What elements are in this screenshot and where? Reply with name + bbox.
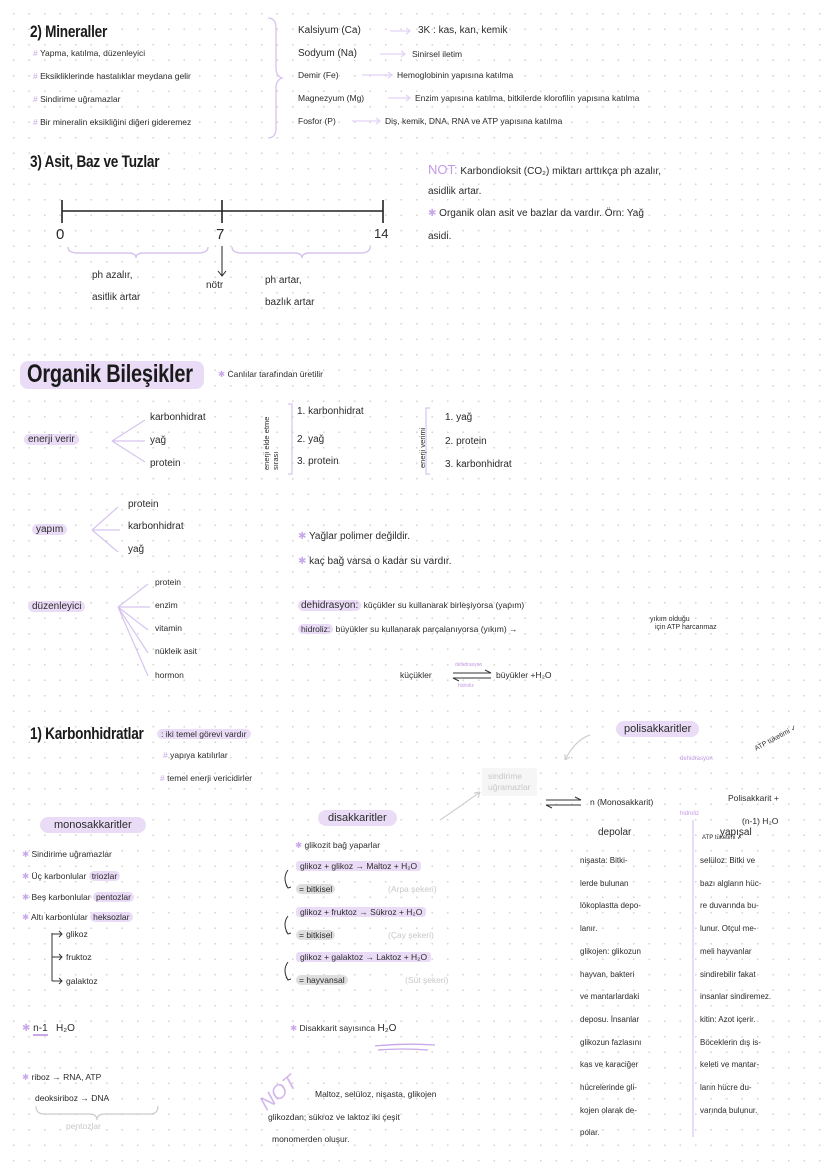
- ph-right-label: [265, 270, 314, 314]
- bullet-text: Altı karbonlular: [31, 912, 88, 922]
- carbs-intro: : iki temel görevi vardır: [157, 729, 251, 739]
- bullet-highlight: heksozlar: [90, 912, 132, 922]
- energy-item: karbonhidrat: [150, 412, 206, 423]
- mineral-name: Demir (Fe): [298, 70, 339, 80]
- ph-min: 0: [56, 226, 65, 243]
- mineral-bullet: # Sindirime uğramazlar: [33, 94, 121, 104]
- acid-note-cont: asidlik artar.: [428, 186, 482, 197]
- di-title: disakkaritler: [318, 810, 397, 826]
- mineral-name: Magnezyum (Mg): [298, 93, 365, 103]
- term: hidroliz:: [298, 624, 333, 634]
- column-line: polar.: [580, 1128, 600, 1138]
- mineral-name: Fosfor (P): [298, 116, 336, 126]
- column-line: varında bulunur.: [700, 1105, 758, 1115]
- mono-bullet: ✱ Sindirime uğramazlar: [22, 849, 112, 859]
- mineral-desc: Hemoglobinin yapısına katılma: [397, 70, 514, 80]
- yield-item: 3. karbonhidrat: [445, 459, 512, 470]
- column-line: kitin: Azot içerir.: [700, 1014, 756, 1024]
- bullet-text: Eksikliklerinde hastalıklar meydana gelir: [40, 71, 191, 81]
- structural-title: yapısal: [720, 827, 752, 838]
- poly-eq-left: n (Monosakkarit): [590, 797, 654, 807]
- di-source: = hayvansal: [296, 975, 348, 985]
- build-label: yapım: [32, 524, 67, 535]
- order-item: 2. yağ: [297, 434, 325, 445]
- energy-order-label: enerji elde etme sırası: [262, 416, 280, 470]
- di-equation: glikoz + galaktoz → Laktoz + H₂O: [296, 952, 431, 962]
- subtitle-text: Canlılar tarafından üretilir: [227, 369, 323, 379]
- acid-star-note: ✱ Organik olan asit ve bazlar da vardır. Örn: Yağ: [428, 208, 644, 219]
- bullet-text: Sindirime uğramazlar: [40, 94, 121, 104]
- carb-role: # yapıya katılırlar: [163, 750, 228, 760]
- bullet-text: Üç karbonlular: [31, 871, 87, 881]
- mono-bullet: ✱ Üç karbonlular triozlar: [22, 871, 120, 882]
- column-line: selüloz: Bitki ve: [700, 856, 756, 865]
- note-text: Yağlar polimer değildir.: [309, 531, 410, 542]
- note-line: sindirime: [488, 771, 523, 781]
- hydrolysis-note: [650, 616, 717, 632]
- column-line: lanır.: [580, 924, 598, 934]
- mineral-name: Kalsiyum (Ca): [298, 25, 361, 36]
- underline-mark: [375, 1044, 435, 1050]
- column-line: lerde bulunan: [580, 878, 629, 888]
- label-line: bazlık artar: [265, 297, 315, 308]
- note-line: yıkım olduğu: [650, 616, 690, 623]
- storage-title: depolar: [598, 827, 632, 838]
- bullet-highlight: triozlar: [89, 871, 121, 881]
- mineral-desc: Sinirsel iletim: [412, 49, 463, 59]
- di-water-note: ✱ Disakkarit sayısınca H₂O: [290, 1023, 397, 1034]
- energy-item: yağ: [150, 435, 167, 446]
- not-tag: NOT: [255, 1071, 303, 1116]
- hexose-item: glikoz: [66, 929, 88, 939]
- order-item: 1. karbonhidrat: [297, 406, 364, 417]
- eq-left: küçükler: [400, 670, 432, 680]
- carb-role: # temel enerji vericidirler: [160, 773, 253, 783]
- column-line: keleti ve mantar-: [700, 1060, 760, 1070]
- bullet-highlight: pentozlar: [93, 892, 134, 902]
- eq-right: büyükler +H₂O: [496, 670, 552, 680]
- eq-top: dehidrasyon: [455, 662, 483, 668]
- build-item: protein: [128, 499, 159, 510]
- indigestible-note: [482, 768, 537, 796]
- note-line: için ATP harcanmaz: [655, 624, 717, 631]
- label-line: asitlik artar: [92, 292, 141, 303]
- poly-hydro: hidroliz: [680, 811, 700, 817]
- energy-item: protein: [150, 458, 181, 469]
- minerals-title: 2) Mineraller: [30, 22, 107, 41]
- hexose-item: fruktoz: [66, 952, 92, 962]
- note-c: H₂O: [377, 1023, 397, 1034]
- arrow-from-di: [440, 792, 480, 820]
- poly-title: polisakkaritler: [616, 721, 699, 737]
- mono-bullet: ✱ Beş karbonlular pentozlar: [22, 892, 134, 903]
- column-line: Böceklerin dış is-: [700, 1037, 761, 1047]
- mono-water: ✱ n-1 H₂O: [22, 1023, 75, 1034]
- definition: büyükler su kullanarak parçalanıyorsa (yıkım) →: [335, 624, 518, 634]
- not-line: Maltoz, selüloz, nişasta, glikojen: [315, 1089, 437, 1099]
- poly-atp-bottom: ATP tüketimi ✗: [702, 835, 743, 841]
- note-a: Disakkarit: [299, 1023, 337, 1033]
- organic-note: ✱ kaç bağ varsa o kadar su vardır.: [298, 556, 452, 567]
- mineral-name: Sodyum (Na): [298, 48, 357, 59]
- yield-item: 1. yağ: [445, 412, 473, 423]
- di-alias: (Süt şekeri): [405, 975, 449, 985]
- column-line: deposu. İnsanlar: [580, 1014, 640, 1024]
- regulator-item: enzim: [155, 600, 178, 610]
- column-line: ve mantarlardaki: [580, 992, 640, 1002]
- di-alias: (Arpa şekeri): [388, 884, 437, 894]
- ph-mid: 7: [216, 226, 225, 243]
- not-line: monomerden oluşur.: [272, 1134, 350, 1144]
- poly-eq-right: Polisakkarit +: [728, 793, 779, 803]
- hydrolysis-def: [298, 624, 518, 634]
- column-line: hayvan, bakteri: [580, 969, 635, 979]
- bullet-text: Sindirime uğramazlar: [31, 849, 112, 859]
- yield-item: 2. protein: [445, 436, 487, 447]
- column-line: glikojen: glikozun: [580, 946, 641, 956]
- role-text: yapıya katılırlar: [170, 750, 228, 760]
- acid-star-note-cont: asidi.: [428, 231, 452, 242]
- organic-note: ✱ Yağlar polimer değildir.: [298, 531, 410, 542]
- not-line: glikozdan; sükroz ve laktoz iki çeşit: [268, 1112, 400, 1122]
- regulator-item: protein: [155, 577, 181, 587]
- column-line: ların hücre du-: [700, 1083, 752, 1093]
- term: dehidrasyon:: [298, 600, 361, 611]
- di-equation: glikoz + glikoz → Maltoz + H₂O: [296, 861, 421, 871]
- column-line: kas ve karaciğer: [580, 1060, 639, 1070]
- column-line: meli hayvanlar: [700, 946, 752, 956]
- bond-text: glikozit bağ yaparlar: [304, 840, 381, 850]
- arrow-to-poly: [565, 735, 590, 760]
- bullet-text: Beş karbonlular: [31, 892, 91, 902]
- storage-column: [580, 850, 641, 1145]
- mineral-desc: Enzim yapısına katılma, bitkilerde klorofilin yapısına katılma: [415, 93, 640, 103]
- mineral-desc: 3K : kas, kan, kemik: [418, 25, 508, 36]
- poly-dehyd: dehidrasyon: [680, 756, 713, 762]
- pentose-text: riboz → RNA, ATP: [31, 1072, 102, 1082]
- structural-column: [700, 850, 771, 1122]
- column-line: lunur. Otçul me-: [700, 924, 757, 934]
- note-text: Organik olan asit ve bazlar da vardır. Örn: Yağ: [439, 208, 644, 219]
- water-text: H₂O: [55, 1023, 75, 1034]
- ph-braces: [68, 247, 370, 258]
- organic-title: Organik Bileşikler: [27, 360, 193, 388]
- energy-label: enerji verir: [24, 434, 79, 445]
- note-tag: NOT:: [428, 162, 458, 177]
- column-line: re duvarında bu-: [700, 901, 759, 911]
- hexose-item: galaktoz: [66, 976, 98, 986]
- build-item: yağ: [128, 544, 145, 555]
- column-line: sindirebilir fakat: [700, 969, 756, 979]
- mineral-bullet: # Yapma, katılma, düzenleyici: [33, 48, 146, 58]
- build-item: karbonhidrat: [128, 521, 184, 532]
- bullet-text: Yapma, katılma, düzenleyici: [39, 48, 146, 58]
- mono-bullet: ✱ Altı karbonlular heksozlar: [22, 912, 133, 923]
- hexose-tree: [52, 870, 291, 984]
- water-count: n-1: [33, 1023, 48, 1034]
- note-text: kaç bağ varsa o kadar su vardır.: [309, 556, 452, 567]
- column-line: glikozun fazlasını: [580, 1037, 642, 1047]
- mineral-desc: Diş, kemik, DNA, RNA ve ATP yapısına katılma: [385, 116, 563, 126]
- pentose-line: deoksiriboz → DNA: [35, 1093, 110, 1103]
- di-alias: (Çay şekeri): [388, 930, 434, 940]
- label-line: ph azalır,: [92, 270, 133, 281]
- note-text: Karbondioksit (CO₂) miktarı arttıkça ph azalır,: [460, 166, 662, 177]
- ph-left-label: [92, 265, 140, 309]
- di-source: = bitkisel: [296, 930, 335, 940]
- carbs-title: 1) Karbonhidratlar: [30, 724, 144, 743]
- note-line: uğramazlar: [488, 782, 531, 792]
- di-bond: ✱ glikozit bağ yaparlar: [295, 840, 381, 850]
- column-line: bazı algların hüc-: [700, 878, 762, 888]
- regulator-label: düzenleyici: [28, 601, 85, 612]
- mono-title: monosakkaritler: [40, 817, 146, 833]
- eq-bottom: hidroliz: [458, 683, 474, 689]
- ph-scale-line: [62, 200, 383, 223]
- di-source: = bitkisel: [296, 884, 335, 894]
- column-line: kojen olarak de-: [580, 1105, 637, 1115]
- role-text: temel enerji vericidirler: [167, 773, 253, 783]
- column-line: insanlar sindiremez.: [700, 992, 772, 1002]
- ph-max: 14: [374, 226, 389, 241]
- mineral-bullet: # Bir mineralin eksikliğini diğeri gideremez: [33, 117, 192, 127]
- regulator-item: nükleik asit: [155, 646, 198, 656]
- acids-title: 3) Asit, Baz ve Tuzlar: [30, 152, 160, 171]
- mineral-bullet: # Eksikliklerinde hastalıklar meydana gelir: [33, 71, 191, 81]
- ph-neutral-label: nötr: [206, 280, 224, 291]
- pentose-label: pentozlar: [66, 1121, 101, 1131]
- pentose-brace: [36, 1106, 158, 1120]
- di-equation: glikoz + fruktoz → Sükroz + H₂O: [296, 907, 426, 917]
- note-b: sayısınca: [339, 1023, 376, 1033]
- neutral-arrow: [218, 246, 226, 276]
- column-line: hücrelerinde gli-: [580, 1083, 637, 1093]
- acid-note: [428, 162, 661, 177]
- regulator-item: hormon: [155, 670, 184, 680]
- bullet-text: Bir mineralin eksikliğini diğeri gideremez: [40, 117, 192, 127]
- regulator-item: vitamin: [155, 623, 182, 633]
- organic-subtitle: ✱ Canlılar tarafından üretilir: [218, 369, 323, 379]
- pentose-line: ✱ riboz → RNA, ATP: [22, 1072, 102, 1082]
- column-line: nişasta: Bitki-: [580, 856, 628, 865]
- order-item: 3. protein: [297, 456, 339, 467]
- poly-water: (n-1) H₂O: [742, 816, 779, 826]
- energy-yield-label: enerji verimi: [418, 427, 427, 468]
- poly-atp-top: ATP tüketimi ✓: [753, 724, 799, 753]
- label-line: ph artar,: [265, 275, 302, 286]
- minerals-brace: [268, 18, 282, 138]
- dehydration-def: [298, 600, 524, 611]
- definition: küçükler su kullanarak birleşiyorsa (yapım): [363, 600, 525, 610]
- column-line: lökoplastta depo-: [580, 901, 641, 911]
